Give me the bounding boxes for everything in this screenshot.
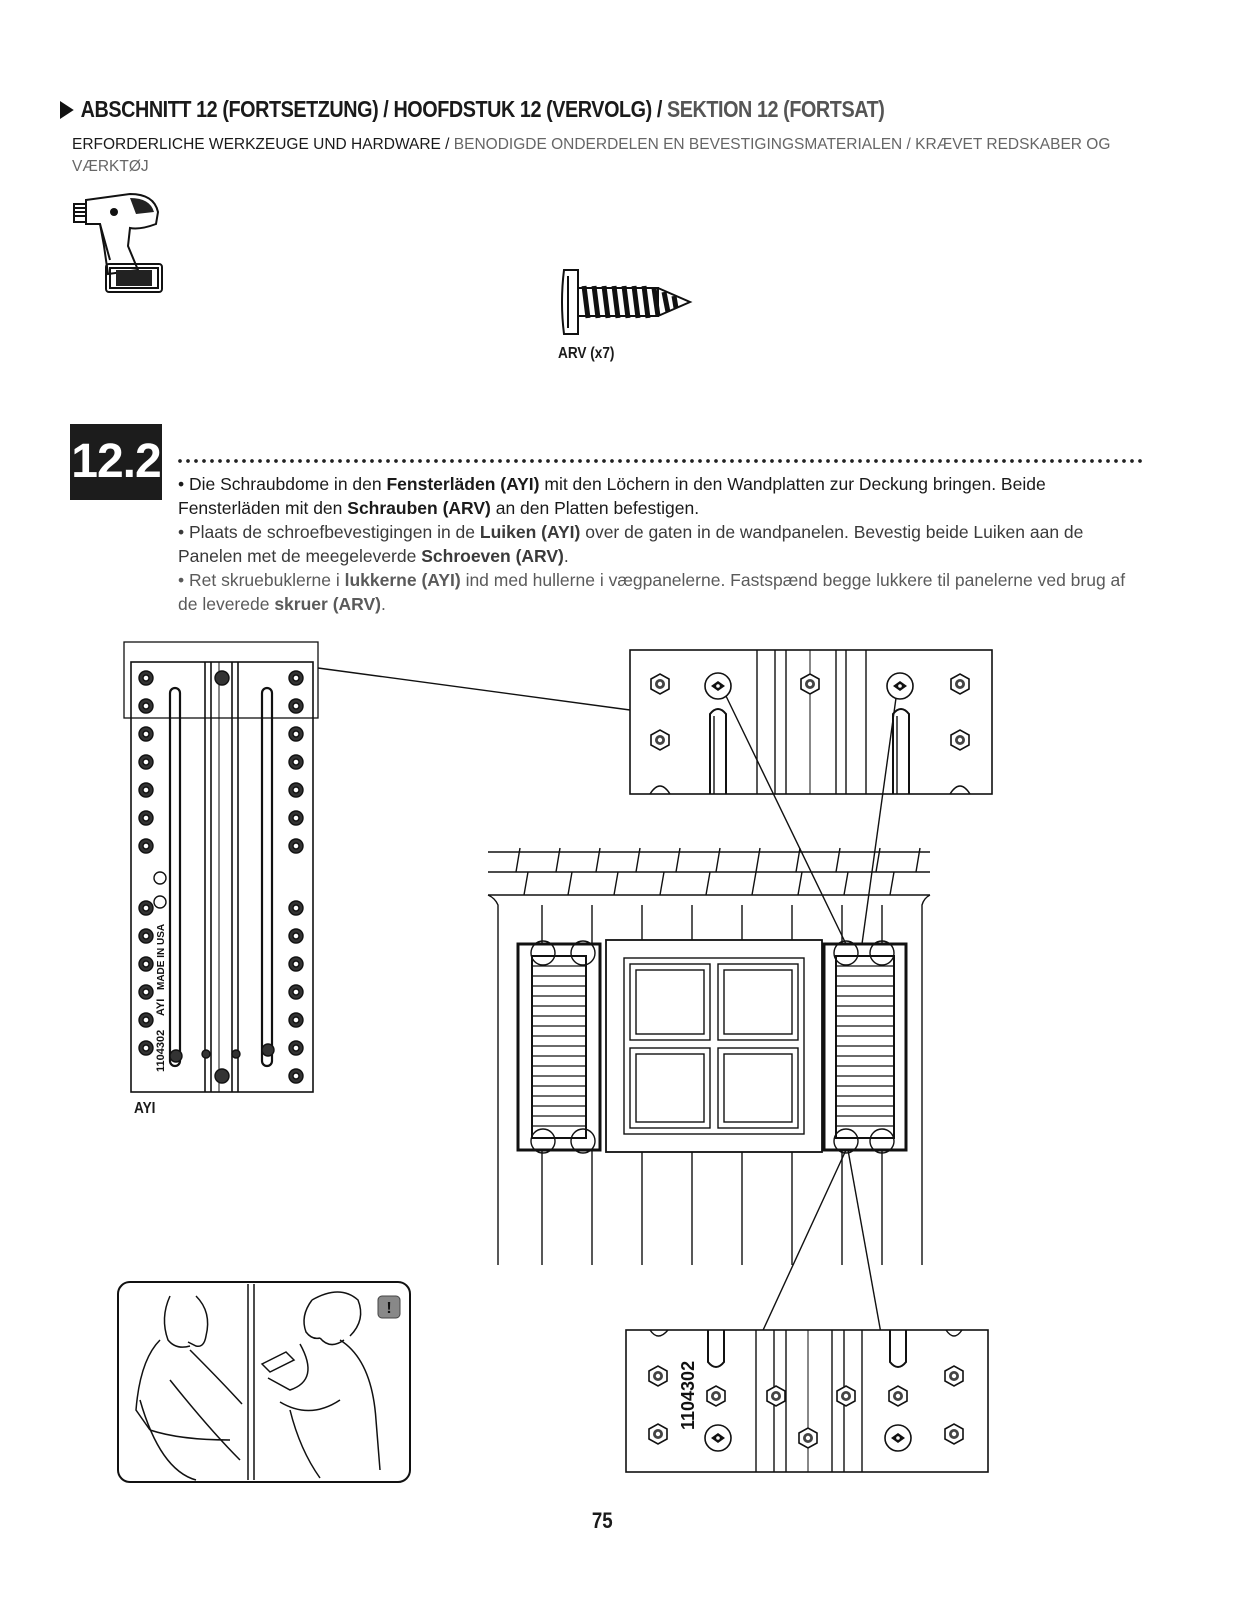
heading-da: SEKTION 12 (FORTSAT) [666, 96, 885, 122]
zoom-part-number-text: 1104302 [678, 1360, 698, 1430]
made-in-text: MADE IN USA [156, 923, 167, 990]
bottom-zoom-detail [626, 1330, 988, 1472]
part-code-text: AYI [155, 998, 167, 1016]
shutter-holes [139, 671, 303, 1083]
page-number: 75 [591, 1508, 613, 1533]
part-number-text: 1104302 [155, 1029, 167, 1072]
warning-icon: ! [386, 1300, 392, 1317]
screw-label: ARV (x7) [558, 345, 615, 362]
subheading-nl: BENODIGDE ONDERDELEN EN BEVESTIGINGSMATERIALEN / [453, 136, 911, 153]
instruction-nl: • Plaats de schroefbevestigingen in de Luiken (AYI) over de gaten in de wandpanelen. Bevestig beide Luiken aan de Panelen met de meegeleverde Schroeven (ARV). [178, 522, 1084, 566]
subheading-da: KRÆVET REDSKABER OG VÆRKTØJ [72, 136, 1111, 175]
subheading-de: ERFORDERLICHE WERKZEUGE UND HARDWARE / [72, 136, 450, 153]
two-person-illustration [118, 1282, 410, 1482]
step-number-badge: 12.2 [70, 424, 162, 500]
left-shutter [518, 941, 600, 1153]
top-zoom-detail [630, 650, 992, 794]
right-shutter [824, 941, 906, 1153]
part-label-ayi: AYI [134, 1100, 156, 1117]
instruction-de: • Die Schraubdome in den Fensterläden (AYI) mit den Löchern in den Wandplatten zur Deckung bringen. Beide Fensterläden mit den Schrauben (ARV) an den Platten befestigen. [178, 474, 1046, 518]
shutter-part-drawing [124, 642, 318, 1092]
heading-nl: HOOFDSTUK 12 (VERVOLG) / [393, 96, 662, 122]
instruction-da: • Ret skruebuklerne i lukkerne (AYI) ind med hullerne i vægpanelerne. Fastspænd begge lukkere til panelerne ved brug af de leverede skruer (ARV). [178, 570, 1126, 614]
heading-de: ABSCHNITT 12 (FORTSETZUNG) / [80, 96, 389, 122]
